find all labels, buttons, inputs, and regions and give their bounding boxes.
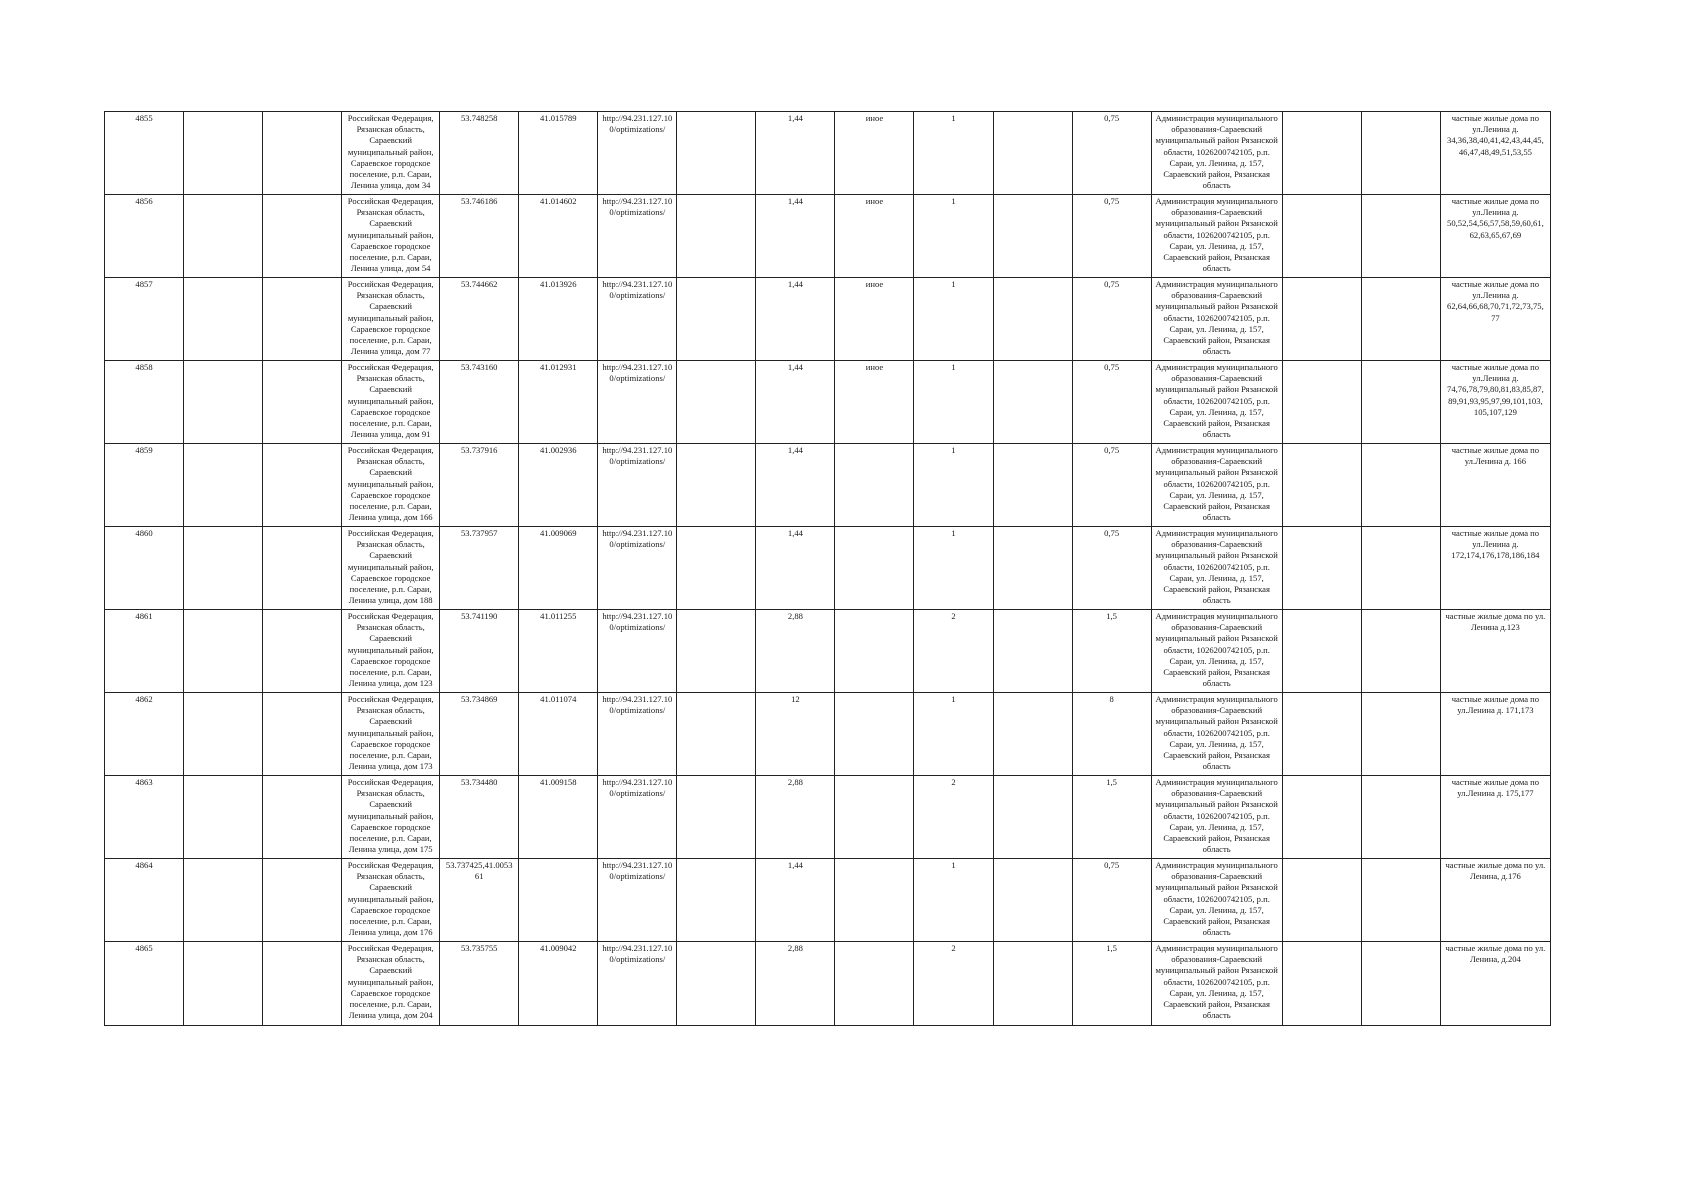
latitude-cell: 53.748258: [440, 112, 519, 195]
area-cell: 1,44: [756, 361, 835, 444]
container-count-cell: 1: [914, 444, 993, 527]
empty-cell: [184, 693, 263, 776]
longitude-cell: 41.011074: [519, 693, 598, 776]
owner-cell: Администрация муниципального образования-Сараевский муниципальный район Рязанской области, 1026200742105, р.п. Сараи, ул. Ленина, д. 157, Сараевский район, Рязанская область: [1151, 195, 1282, 278]
address-cell: Российская Федерация, Рязанская область, Сараевский муниципальный район, Сараевское городское поселение, р.п. Сараи, Ленина улица, дом 77: [342, 278, 440, 361]
latitude-cell: 53.734480: [440, 776, 519, 859]
address-cell: Российская Федерация, Рязанская область, Сараевский муниципальный район, Сараевское городское поселение, р.п. Сараи, Ленина улица, дом 91: [342, 361, 440, 444]
container-count-cell: 1: [914, 859, 993, 942]
surface-cell: [835, 444, 914, 527]
longitude-cell: 41.015789: [519, 112, 598, 195]
empty-cell: [1282, 361, 1361, 444]
record-number-cell: 4855: [105, 112, 184, 195]
served-objects-cell: частные жилые дома по ул.Ленина д. 50,52,54,56,57,58,59,60,61, 62,63,65,67,69: [1440, 195, 1550, 278]
volume-cell: 0,75: [1072, 859, 1151, 942]
empty-cell: [993, 112, 1072, 195]
empty-cell: [1361, 195, 1440, 278]
table-row: [105, 776, 1551, 859]
empty-cell: [263, 527, 342, 610]
owner-cell: Администрация муниципального образования-Сараевский муниципальный район Рязанской области, 1026200742105, р.п. Сараи, ул. Ленина, д. 157, Сараевский район, Рязанская область: [1151, 527, 1282, 610]
record-number-cell: 4857: [105, 278, 184, 361]
owner-cell: Администрация муниципального образования-Сараевский муниципальный район Рязанской области, 1026200742105, р.п. Сараи, ул. Ленина, д. 157, Сараевский район, Рязанская область: [1151, 112, 1282, 195]
empty-cell: [263, 278, 342, 361]
volume-cell: 8: [1072, 693, 1151, 776]
latitude-cell: 53.746186: [440, 195, 519, 278]
area-cell: 2,88: [756, 610, 835, 693]
empty-cell: [993, 527, 1072, 610]
empty-cell: [677, 278, 756, 361]
empty-cell: [677, 942, 756, 1026]
url-cell: http://94.231.127.10 0/optimizations/: [598, 444, 677, 527]
table-row: [105, 361, 1551, 444]
volume-cell: 0,75: [1072, 195, 1151, 278]
table-row: [105, 444, 1551, 527]
latitude-cell: 53.744662: [440, 278, 519, 361]
surface-cell: [835, 693, 914, 776]
empty-cell: [1282, 693, 1361, 776]
owner-cell: Администрация муниципального образования-Сараевский муниципальный район Рязанской области, 1026200742105, р.п. Сараи, ул. Ленина, д. 157, Сараевский район, Рязанская область: [1151, 361, 1282, 444]
empty-cell: [1361, 112, 1440, 195]
area-cell: 1,44: [756, 527, 835, 610]
empty-cell: [184, 195, 263, 278]
surface-cell: иное: [835, 195, 914, 278]
empty-cell: [263, 859, 342, 942]
served-objects-cell: частные жилые дома по ул. Ленина д.123: [1440, 610, 1550, 693]
address-cell: Российская Федерация, Рязанская область, Сараевский муниципальный район, Сараевское городское поселение, р.п. Сараи, Ленина улица, дом 166: [342, 444, 440, 527]
empty-cell: [677, 112, 756, 195]
empty-cell: [993, 942, 1072, 1026]
empty-cell: [1282, 278, 1361, 361]
empty-cell: [993, 195, 1072, 278]
empty-cell: [184, 444, 263, 527]
empty-cell: [1361, 610, 1440, 693]
url-cell: http://94.231.127.10 0/optimizations/: [598, 859, 677, 942]
area-cell: 1,44: [756, 278, 835, 361]
volume-cell: 0,75: [1072, 278, 1151, 361]
longitude-cell: [519, 859, 598, 942]
empty-cell: [263, 776, 342, 859]
empty-cell: [184, 610, 263, 693]
empty-cell: [263, 444, 342, 527]
empty-cell: [1361, 776, 1440, 859]
area-cell: 1,44: [756, 195, 835, 278]
container-count-cell: 1: [914, 361, 993, 444]
record-number-cell: 4861: [105, 610, 184, 693]
empty-cell: [263, 112, 342, 195]
owner-cell: Администрация муниципального образования-Сараевский муниципальный район Рязанской области, 1026200742105, р.п. Сараи, ул. Ленина, д. 157, Сараевский район, Рязанская область: [1151, 278, 1282, 361]
empty-cell: [184, 527, 263, 610]
latitude-cell: 53.737957: [440, 527, 519, 610]
longitude-cell: 41.013926: [519, 278, 598, 361]
url-cell: http://94.231.127.10 0/optimizations/: [598, 361, 677, 444]
surface-cell: [835, 776, 914, 859]
url-cell: http://94.231.127.10 0/optimizations/: [598, 610, 677, 693]
empty-cell: [263, 693, 342, 776]
container-count-cell: 1: [914, 278, 993, 361]
table-row: [105, 278, 1551, 361]
address-cell: Российская Федерация, Рязанская область, Сараевский муниципальный район, Сараевское городское поселение, р.п. Сараи, Ленина улица, дом 173: [342, 693, 440, 776]
latitude-cell: 53.743160: [440, 361, 519, 444]
longitude-cell: 41.002936: [519, 444, 598, 527]
empty-cell: [993, 278, 1072, 361]
surface-cell: [835, 610, 914, 693]
latitude-cell: 53.735755: [440, 942, 519, 1026]
empty-cell: [993, 693, 1072, 776]
url-cell: http://94.231.127.10 0/optimizations/: [598, 195, 677, 278]
longitude-cell: 41.009042: [519, 942, 598, 1026]
empty-cell: [677, 776, 756, 859]
latitude-cell: 53.734869: [440, 693, 519, 776]
empty-cell: [1282, 527, 1361, 610]
owner-cell: Администрация муниципального образования-Сараевский муниципальный район Рязанской области, 1026200742105, р.п. Сараи, ул. Ленина, д. 157, Сараевский район, Рязанская область: [1151, 859, 1282, 942]
surface-cell: иное: [835, 361, 914, 444]
owner-cell: Администрация муниципального образования-Сараевский муниципальный район Рязанской области, 1026200742105, р.п. Сараи, ул. Ленина, д. 157, Сараевский район, Рязанская область: [1151, 942, 1282, 1026]
empty-cell: [1361, 527, 1440, 610]
owner-cell: Администрация муниципального образования-Сараевский муниципальный район Рязанской области, 1026200742105, р.п. Сараи, ул. Ленина, д. 157, Сараевский район, Рязанская область: [1151, 693, 1282, 776]
empty-cell: [1361, 444, 1440, 527]
served-objects-cell: частные жилые дома по ул.Ленина д. 175,177: [1440, 776, 1550, 859]
empty-cell: [263, 361, 342, 444]
empty-cell: [677, 610, 756, 693]
url-cell: http://94.231.127.10 0/optimizations/: [598, 942, 677, 1026]
container-count-cell: 1: [914, 527, 993, 610]
url-cell: http://94.231.127.10 0/optimizations/: [598, 112, 677, 195]
url-cell: http://94.231.127.10 0/optimizations/: [598, 693, 677, 776]
longitude-cell: 41.009158: [519, 776, 598, 859]
latitude-cell: 53.741190: [440, 610, 519, 693]
empty-cell: [677, 361, 756, 444]
latitude-cell: 53.737425,41.0053 61: [440, 859, 519, 942]
latitude-cell: 53.737916: [440, 444, 519, 527]
empty-cell: [677, 444, 756, 527]
owner-cell: Администрация муниципального образования-Сараевский муниципальный район Рязанской области, 1026200742105, р.п. Сараи, ул. Ленина, д. 157, Сараевский район, Рязанская область: [1151, 610, 1282, 693]
served-objects-cell: частные жилые дома по ул.Ленина д. 62,64,66,68,70,71,72,73,75, 77: [1440, 278, 1550, 361]
empty-cell: [184, 942, 263, 1026]
volume-cell: 0,75: [1072, 444, 1151, 527]
url-cell: http://94.231.127.10 0/optimizations/: [598, 278, 677, 361]
volume-cell: 0,75: [1072, 112, 1151, 195]
served-objects-cell: частные жилые дома по ул.Ленина д. 34,36,38,40,41,42,43,44,45, 46,47,48,49,51,53,55: [1440, 112, 1550, 195]
longitude-cell: 41.012931: [519, 361, 598, 444]
table-row: [105, 610, 1551, 693]
volume-cell: 0,75: [1072, 361, 1151, 444]
area-cell: 12: [756, 693, 835, 776]
volume-cell: 1,5: [1072, 610, 1151, 693]
served-objects-cell: частные жилые дома по ул. Ленина, д.204: [1440, 942, 1550, 1026]
longitude-cell: 41.011255: [519, 610, 598, 693]
empty-cell: [993, 610, 1072, 693]
empty-cell: [184, 776, 263, 859]
empty-cell: [1282, 776, 1361, 859]
empty-cell: [184, 278, 263, 361]
volume-cell: 1,5: [1072, 776, 1151, 859]
record-number-cell: 4864: [105, 859, 184, 942]
address-cell: Российская Федерация, Рязанская область, Сараевский муниципальный район, Сараевское городское поселение, р.п. Сараи, Ленина улица, дом 188: [342, 527, 440, 610]
surface-cell: иное: [835, 278, 914, 361]
served-objects-cell: частные жилые дома по ул.Ленина д. 171,173: [1440, 693, 1550, 776]
owner-cell: Администрация муниципального образования-Сараевский муниципальный район Рязанской области, 1026200742105, р.п. Сараи, ул. Ленина, д. 157, Сараевский район, Рязанская область: [1151, 776, 1282, 859]
container-count-cell: 2: [914, 610, 993, 693]
record-number-cell: 4856: [105, 195, 184, 278]
address-cell: Российская Федерация, Рязанская область, Сараевский муниципальный район, Сараевское городское поселение, р.п. Сараи, Ленина улица, дом 54: [342, 195, 440, 278]
empty-cell: [263, 195, 342, 278]
table-row: [105, 859, 1551, 942]
table-row: [105, 112, 1551, 195]
table-row: [105, 527, 1551, 610]
surface-cell: иное: [835, 112, 914, 195]
empty-cell: [677, 859, 756, 942]
empty-cell: [677, 693, 756, 776]
url-cell: http://94.231.127.10 0/optimizations/: [598, 527, 677, 610]
surface-cell: [835, 942, 914, 1026]
owner-cell: Администрация муниципального образования-Сараевский муниципальный район Рязанской области, 1026200742105, р.п. Сараи, ул. Ленина, д. 157, Сараевский район, Рязанская область: [1151, 444, 1282, 527]
empty-cell: [1282, 195, 1361, 278]
address-cell: Российская Федерация, Рязанская область, Сараевский муниципальный район, Сараевское городское поселение, р.п. Сараи, Ленина улица, дом 175: [342, 776, 440, 859]
served-objects-cell: частные жилые дома по ул.Ленина д. 172,174,176,178,186,184: [1440, 527, 1550, 610]
table-row: [105, 195, 1551, 278]
empty-cell: [184, 859, 263, 942]
record-number-cell: 4859: [105, 444, 184, 527]
empty-cell: [1361, 859, 1440, 942]
longitude-cell: 41.014602: [519, 195, 598, 278]
empty-cell: [184, 112, 263, 195]
container-count-cell: 2: [914, 776, 993, 859]
longitude-cell: 41.009069: [519, 527, 598, 610]
record-number-cell: 4862: [105, 693, 184, 776]
empty-cell: [1361, 942, 1440, 1026]
volume-cell: 1,5: [1072, 942, 1151, 1026]
empty-cell: [1282, 112, 1361, 195]
empty-cell: [184, 361, 263, 444]
volume-cell: 0,75: [1072, 527, 1151, 610]
address-cell: Российская Федерация, Рязанская область, Сараевский муниципальный район, Сараевское городское поселение, р.п. Сараи, Ленина улица, дом 34: [342, 112, 440, 195]
table-body: [105, 112, 1551, 1026]
empty-cell: [993, 444, 1072, 527]
registry-table: [104, 111, 1551, 1026]
empty-cell: [993, 859, 1072, 942]
address-cell: Российская Федерация, Рязанская область, Сараевский муниципальный район, Сараевское городское поселение, р.п. Сараи, Ленина улица, дом 123: [342, 610, 440, 693]
served-objects-cell: частные жилые дома по ул.Ленина д. 74,76,78,79,80,81,83,85,87, 89,91,93,95,97,99,101,103, 105,107,129: [1440, 361, 1550, 444]
url-cell: http://94.231.127.10 0/optimizations/: [598, 776, 677, 859]
empty-cell: [1361, 693, 1440, 776]
empty-cell: [677, 527, 756, 610]
area-cell: 2,88: [756, 942, 835, 1026]
served-objects-cell: частные жилые дома по ул. Ленина, д.176: [1440, 859, 1550, 942]
area-cell: 1,44: [756, 112, 835, 195]
surface-cell: [835, 527, 914, 610]
record-number-cell: 4863: [105, 776, 184, 859]
address-cell: Российская Федерация, Рязанская область, Сараевский муниципальный район, Сараевское городское поселение, р.п. Сараи, Ленина улица, дом 176: [342, 859, 440, 942]
empty-cell: [993, 361, 1072, 444]
empty-cell: [1282, 859, 1361, 942]
address-cell: Российская Федерация, Рязанская область, Сараевский муниципальный район, Сараевское городское поселение, р.п. Сараи, Ленина улица, дом 204: [342, 942, 440, 1026]
empty-cell: [677, 195, 756, 278]
empty-cell: [263, 610, 342, 693]
table-row: [105, 942, 1551, 1026]
area-cell: 1,44: [756, 444, 835, 527]
surface-cell: [835, 859, 914, 942]
container-count-cell: 1: [914, 112, 993, 195]
record-number-cell: 4858: [105, 361, 184, 444]
container-count-cell: 1: [914, 693, 993, 776]
empty-cell: [1361, 278, 1440, 361]
empty-cell: [1282, 444, 1361, 527]
served-objects-cell: частные жилые дома по ул.Ленина д. 166: [1440, 444, 1550, 527]
record-number-cell: 4860: [105, 527, 184, 610]
container-count-cell: 1: [914, 195, 993, 278]
empty-cell: [263, 942, 342, 1026]
record-number-cell: 4865: [105, 942, 184, 1026]
area-cell: 1,44: [756, 859, 835, 942]
table-row: [105, 693, 1551, 776]
empty-cell: [1361, 361, 1440, 444]
container-count-cell: 2: [914, 942, 993, 1026]
empty-cell: [1282, 610, 1361, 693]
empty-cell: [1282, 942, 1361, 1026]
area-cell: 2,88: [756, 776, 835, 859]
empty-cell: [993, 776, 1072, 859]
